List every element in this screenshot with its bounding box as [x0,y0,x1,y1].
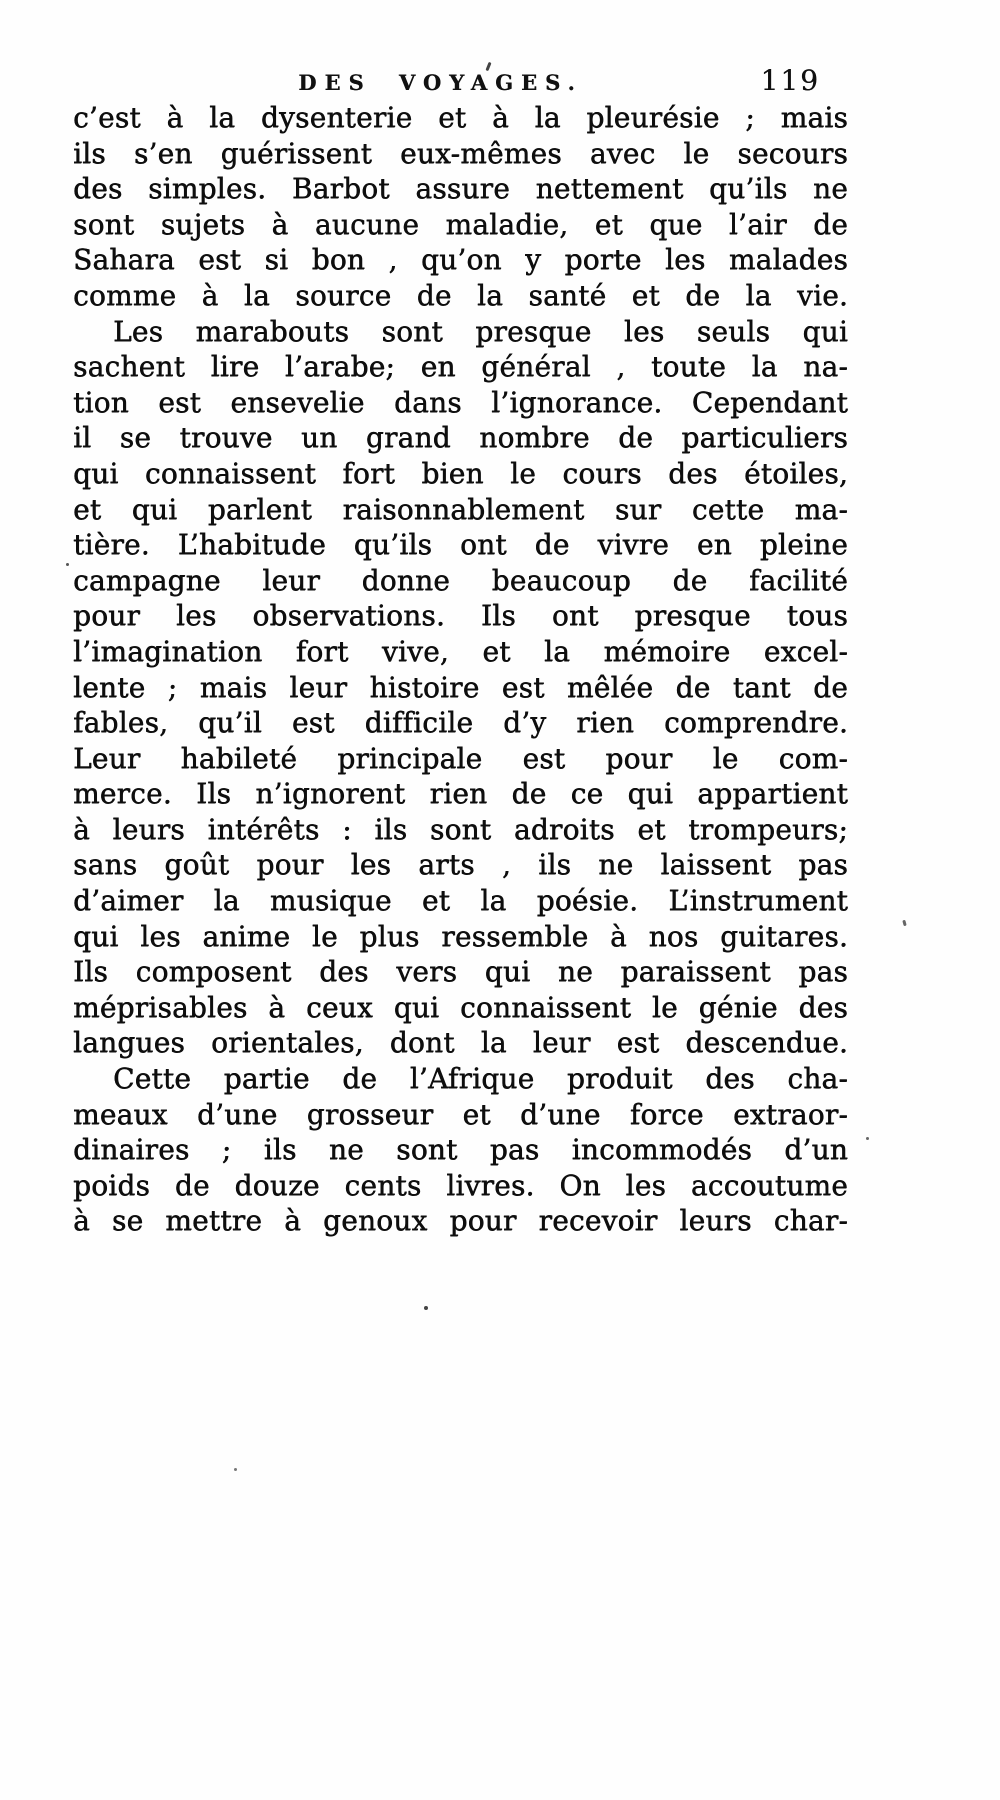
text-line: Ils composent des vers qui ne paraissent pas [73,955,848,989]
text-line: campagne leur donne beaucoup de facilité [73,563,848,597]
text-line: sachent lire l’arabe; en général , toute la na- [73,350,848,384]
text-line: Leur habileté principale est pour le com- [73,741,848,775]
text-line: des simples. Barbot assure nettement qu’ils ne [73,172,848,206]
text-line: Sahara est si bon , qu’on y porte les malades [73,243,848,277]
page-body [73,100,848,1239]
text-line: l’imagination fort vive, et la mémoire excel- [73,634,848,668]
text-line: merce. Ils n’ignorent rien de ce qui appartient [73,777,848,811]
text-line: il se trouve un grand nombre de particuliers [73,421,848,455]
scan-speck [424,1306,428,1310]
text-line: qui les anime le plus ressemble à nos guitares. [73,919,848,953]
text-line: méprisables à ceux qui connaissent le génie des [73,990,848,1024]
text-line: comme à la source de la santé et de la vie. [73,278,848,312]
paragraph [73,100,848,314]
text-line: lente ; mais leur histoire est mêlée de tant de [73,670,848,704]
running-header [73,64,848,104]
text-line: et qui parlent raisonnablement sur cette ma- [73,492,848,526]
running-title: DES VOYAGES. [298,70,583,95]
text-line: Les marabouts sont presque les seuls qui [113,314,848,348]
text-line: ils s’en guérissent eux-mêmes avec le secours [73,136,848,170]
scan-speck [66,563,69,566]
scan-speck [234,1468,237,1471]
text-line: poids de douze cents livres. On les accoutume [73,1168,848,1202]
text-line: c’est à la dysenterie et à la pleurésie ; mais [73,101,848,134]
text-line: meaux d’une grosseur et d’une force extraor- [73,1097,848,1131]
page-number: 119 [760,64,820,97]
scan-speck [866,1137,869,1140]
text-line: sans goût pour les arts , ils ne laissent pas [73,848,848,882]
text-line: tière. L’habitude qu’ils ont de vivre en pleine [73,528,848,562]
text-line: dinaires ; ils ne sont pas incommodés d’un [73,1133,848,1167]
scan-speck [902,920,906,927]
text-line: pour les observations. Ils ont presque tous [73,599,848,633]
paragraph [73,1061,848,1239]
text-line: à se mettre à genoux pour recevoir leurs char- [73,1204,848,1238]
paragraph [73,314,848,1061]
text-line: sont sujets à aucune maladie, et que l’air de [73,207,848,241]
text-line: tion est ensevelie dans l’ignorance. Cependant [73,385,848,419]
text-line: langues orientales, dont la leur est descendue. [73,1026,848,1060]
text-line: fables, qu’il est difficile d’y rien comprendre. [73,706,848,740]
text-line: Cette partie de l’Afrique produit des cha- [113,1062,848,1096]
text-line: à leurs intérêts : ils sont adroits et trompeurs; [73,812,848,846]
text-line: qui connaissent fort bien le cours des étoiles, [73,456,848,490]
text-line: d’aimer la musique et la poésie. L’instrument [73,884,848,918]
